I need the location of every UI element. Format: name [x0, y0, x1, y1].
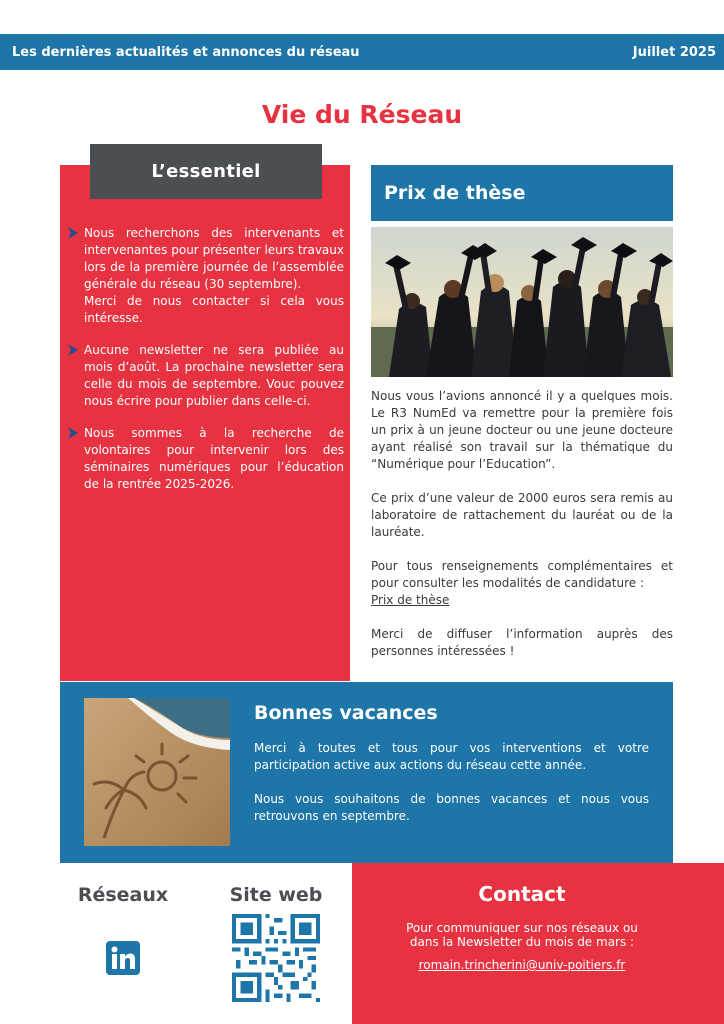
qr-code[interactable]: [232, 914, 320, 1002]
beach-sun-drawing-photo: [84, 698, 230, 846]
list-item-text-2: Merci de nous contacter si cela vous intéresse.: [84, 294, 344, 325]
linkedin-icon[interactable]: [106, 941, 140, 975]
list-item-text: Aucune newsletter ne sera publiée au mois d’août. La prochaine newsletter sera celle du mois de septembre. Vouc pouvez nous écrire pour publier dans celle-ci.: [84, 343, 344, 408]
list-item-text: Nous sommes à la recherche de volontaires pour intervenir lors des séminaires numériques pour l’éducation de la rentrée 2025-2026.: [84, 426, 344, 491]
prix-paragraph-2: Ce prix d’une valeur de 2000 euros sera remis au laboratoire de rattachement du lauréat ou de la lauréate.: [371, 491, 673, 539]
section-title: Vie du Réseau: [261, 100, 463, 129]
list-item: [66, 425, 344, 493]
prix-title: Prix de thèse: [371, 165, 673, 221]
vacances-paragraph-1: Merci à toutes et tous pour vos interventions et votre participation active aux actions du réseau cette année.: [254, 741, 649, 772]
prix-link[interactable]: Prix de thèse: [371, 593, 450, 607]
header-bar: [0, 34, 724, 70]
contact-line-1: Pour communiquer sur nos réseaux ou: [406, 921, 638, 935]
contact-email-link[interactable]: romain.trincherini@univ-poitiers.fr: [418, 958, 626, 972]
site-web-label: Site web: [229, 884, 323, 906]
essentiel-list: [66, 225, 344, 508]
arrow-bullet-icon: [68, 227, 78, 239]
contact-line-2: dans la Newsletter du mois de mars :: [409, 935, 635, 949]
header-date: Juillet 2025: [632, 44, 716, 60]
prix-body: [371, 388, 673, 677]
list-item: [66, 225, 344, 327]
arrow-bullet-icon: [68, 427, 78, 439]
contact-text: [352, 921, 692, 949]
vacances-paragraph-2: Nous vous souhaitons de bonnes vacances et nous vous retrouvons en septembre.: [254, 792, 649, 823]
graduates-photo: [371, 227, 673, 377]
header-left-text: Les dernières actualités et annonces du réseau: [12, 44, 360, 60]
list-item: [66, 342, 344, 410]
arrow-bullet-icon: [68, 344, 78, 356]
prix-paragraph-1: Nous vous l’avions annoncé il y a quelques mois. Le R3 NumEd va remettre pour la première fois un prix à un jeune docteur ou une jeune docteure ayant réalisé son travail sur la thématique du “Numérique pour l’Education”.: [371, 389, 673, 471]
essentiel-title: L’essentiel: [90, 144, 322, 199]
vacances-body: [254, 740, 649, 842]
contact-title: Contact: [478, 882, 566, 906]
prix-paragraph-3: Pour tous renseignements complémentaires et pour consulter les modalités de candidature : Prix de thèse: [371, 559, 673, 607]
vacances-title: Bonnes vacances: [254, 702, 438, 724]
reseaux-label: Réseaux: [77, 884, 169, 906]
list-item-text: Nous recherchons des intervenants et intervenantes pour présenter leurs travaux lors de la première journée de l’assemblée générale du réseau (30 septembre).: [84, 226, 344, 291]
prix-paragraph-4: Merci de diffuser l’information auprès des personnes intéressées !: [371, 627, 673, 658]
